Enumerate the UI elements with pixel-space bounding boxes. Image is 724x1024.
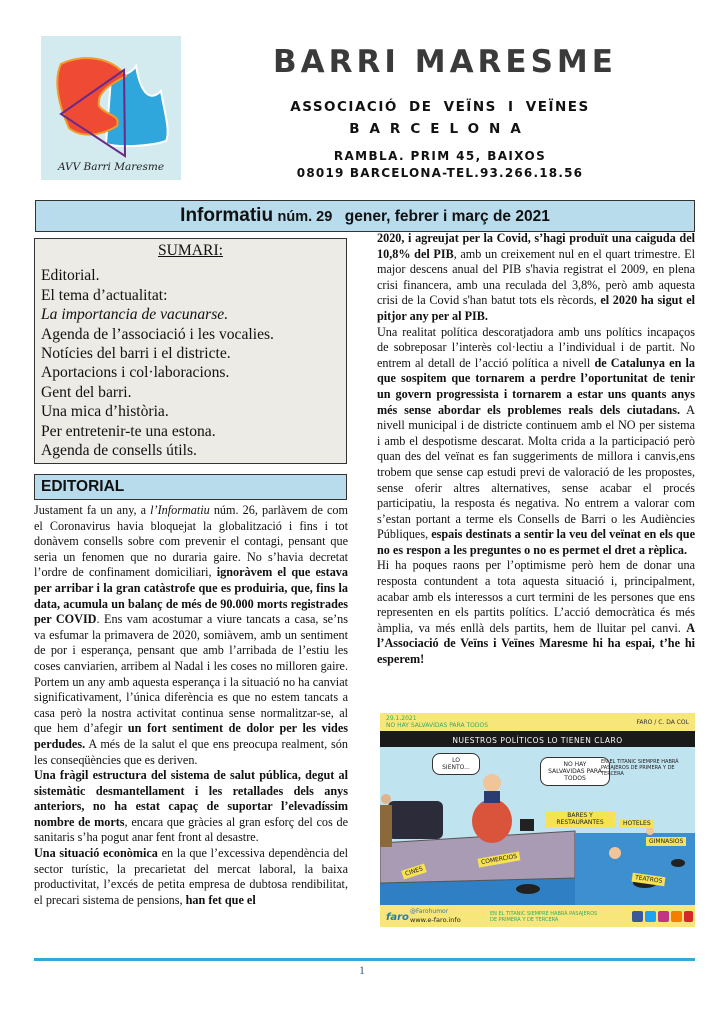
editorial-column-left [34, 503, 348, 908]
sign-label: TEATROS [632, 873, 666, 887]
summary-item: La importancia de vacunarse. [41, 306, 229, 324]
faro-logo: faro [386, 912, 409, 923]
sign-label: HOTELES [620, 819, 654, 828]
address-phone: 08019 BARCELONA-TEL.93.266.18.56 [296, 166, 584, 180]
issue-period: gener, febrer i març de 2021 [344, 208, 550, 225]
cartoon-website: www.e-faro.info [410, 916, 461, 924]
summary-item: Una mica d’història. [41, 403, 169, 421]
summary-item: Agenda de l’associació i les vocalies. [41, 325, 274, 343]
association-city: BARCELONA [349, 121, 531, 137]
cartoon-footnote: EN EL TITANIC SIEMPRE HABRÁ PASAJEROS DE PRIMERA Y DE TERCERA [490, 911, 598, 923]
summary-item: Notícies del barri i el districte. [41, 345, 231, 363]
twitter-icon [645, 911, 656, 922]
sign-label: BARES Y RESTAURANTES [545, 811, 615, 827]
summary-heading: SUMARI: [158, 242, 223, 259]
editorial-heading: EDITORIAL [34, 474, 347, 500]
address-street: RAMBLA. PRIM 45, BAIXOS [333, 149, 547, 163]
cartoon-author: FARO / C. DA COL [636, 719, 689, 726]
publication-name: Informatiu [180, 205, 274, 226]
summary-item: Agenda de consells útils. [41, 442, 197, 460]
sign-label: CINES [401, 864, 427, 880]
editorial-paragraph: Una fràgil estructura del sistema de salut pública, degut al sistemàtic desmantellament i les retallades dels anys anteriors, no ha estat capaç de suportar l’elevadíssim nombre de morts, encara que gràcies al gran esforç del cos de sanitaris s’ha pogut anar fent front al desastre. [34, 768, 348, 845]
editorial-paragraph: Una realitat política descoratjadora amb uns polítics incapaços de sobreposar l’interès col·lectiu a l’individual i de partit. No entrem al detall de l’acció política a nivell de Catalunya en la que sospitem que tornarem a perdre l’oportunitat de tenir un govern progressista i tornarem a estar uns quants anys més sense abordar els problemes reals dels ciutadans. A nivell municipal i de districte continuem amb el NO per sistema i amb el despotisme descarat. Molta crida a la participació però quan des del veïnat es fan suggeriments de millora i canvis,ens trobem que sense cap estudi previ de valoració de les propostes, sense oferir altres alternatives, sense acabar el procés participatiu, la resposta és negativa. No entrem a valorar com s’estan portant a terme els Consells de Barri o les Audiències Públiques, espais destinats a sentir la veu del veïnat en els que no es respon a les preguntes o no es permet el dret a rèplica. [377, 324, 695, 557]
association-name: ASSOCIACIÓ DE VEÏNS I VEÏNES [290, 99, 590, 115]
political-cartoon [380, 713, 695, 927]
editorial-paragraph: Justament fa un any, a l’Informatiu núm. 26, parlàvem de com el Coronavirus havia bloquejat la globalització i fins i tot donàvem consells sobre com prevenir el contagi, pensant que seria un fenomen que no duraria gaire. No s’havia decretat l’ordre de confinament domiciliari, ignoràvem el que estava per arribar i la gran catàstrofe que es produiria, que, fins la data, acumula un balanç de més de 90.000 morts registrades per COVID. Ens vam acostumar a viure tancats a casa, se’ns va esfumar la primavera de 2020, somiàvem, amb un sentiment de por i esperança, pensant que amb l’arribada de l’estiu les coses canviarien, arribem al Nadal i les coses no milloren gaire. Portem un any amb aquesta esperança i la situació no ha canviat significativament, l’única diferència es que no estem tancats a casa però la nostra activitat continua sense normalitzar-se, al que hem d’afegir un fort sentiment de dolor per les vides perdudes. A més de la salut el que ens preocupa realment, són les conseqüències que es deriven. [34, 503, 348, 767]
sign-label: COMERCIOS [478, 851, 521, 867]
issue-banner [35, 200, 695, 232]
youtube-icon [684, 911, 693, 922]
cartoon-handle: @Farohumor [410, 908, 449, 915]
issue-number: núm. 29 [277, 209, 333, 225]
editorial-paragraph: Una situació econòmica en la que l’excessiva dependència del sector turístic, la precarietat del mercat laboral, la baixa productivitat, l’excés de petita empresa de dubtosa rendibilitat, el precari sistema de pensions, han fet que el [34, 846, 349, 907]
logo-caption: AVV Barri Maresme [57, 161, 165, 173]
footer-rule [34, 958, 695, 961]
cartoon-note: EN EL TITANIC SIEMPRE HABRÁ PASAJEROS DE PRIMERA Y DE TERCERA [601, 759, 679, 777]
editorial-column-right [377, 231, 695, 668]
newsletter-title: BARRI MARESME [273, 44, 617, 80]
editorial-paragraph: Hi ha poques raons per l’optimisme però hem de donar una resposta contundent a tota aquesta situació i, principalment, acabar amb els interessos a curt termini de les persones que ens representen en els partits polítics. L’acció democràtica és més àmplia, va més enllà dels partits, hem de lluitar pel canvi. A l’Associació de Veïns i Veïnes Maresme hi ha espai, t’he hi esperem! [377, 558, 695, 667]
summary-box [34, 238, 347, 464]
association-logo [41, 36, 181, 180]
cartoon-footer [380, 905, 695, 927]
summary-item: El tema d’actualitat: [41, 286, 168, 304]
logo-graphic [41, 36, 181, 161]
sign-label: GIMNASIOS [646, 837, 686, 846]
summary-item: Per entretenir-te una estona. [41, 422, 216, 440]
editorial-paragraph: 2020, i agreujat per la Covid, s’hagi produït una caiguda del 10,8% del PIB, amb un creixement nul en el quart trimestre. El major descens anual del PIB s'havia registrat el 2009, en plena crisi financera, amb una reculada del 3,8%, però amb aquesta crisi de la Covid s'han batut tots els rècords, el 2020 ha sigut el pitjor any per al PIB. [377, 231, 695, 323]
summary-item: Gent del barri. [41, 383, 132, 401]
summary-item: Aportacions i col·laboracions. [41, 364, 230, 382]
page-number: 1 [359, 963, 365, 977]
cartoon-headline: NUESTROS POLÍTICOS LO TIENEN CLARO [452, 736, 623, 745]
facebook-icon [632, 911, 643, 922]
speech-bubble: LO SIENTO... [432, 753, 480, 775]
instagram-icon [658, 911, 669, 922]
cartoon-date: 29.1.2021 NO HAY SALVAVIDAS PARA TODOS [386, 715, 489, 729]
summary-item: Editorial. [41, 267, 100, 285]
blogger-icon [671, 911, 682, 922]
speech-bubble: NO HAY SALVAVIDAS PARA TODOS [540, 757, 610, 786]
